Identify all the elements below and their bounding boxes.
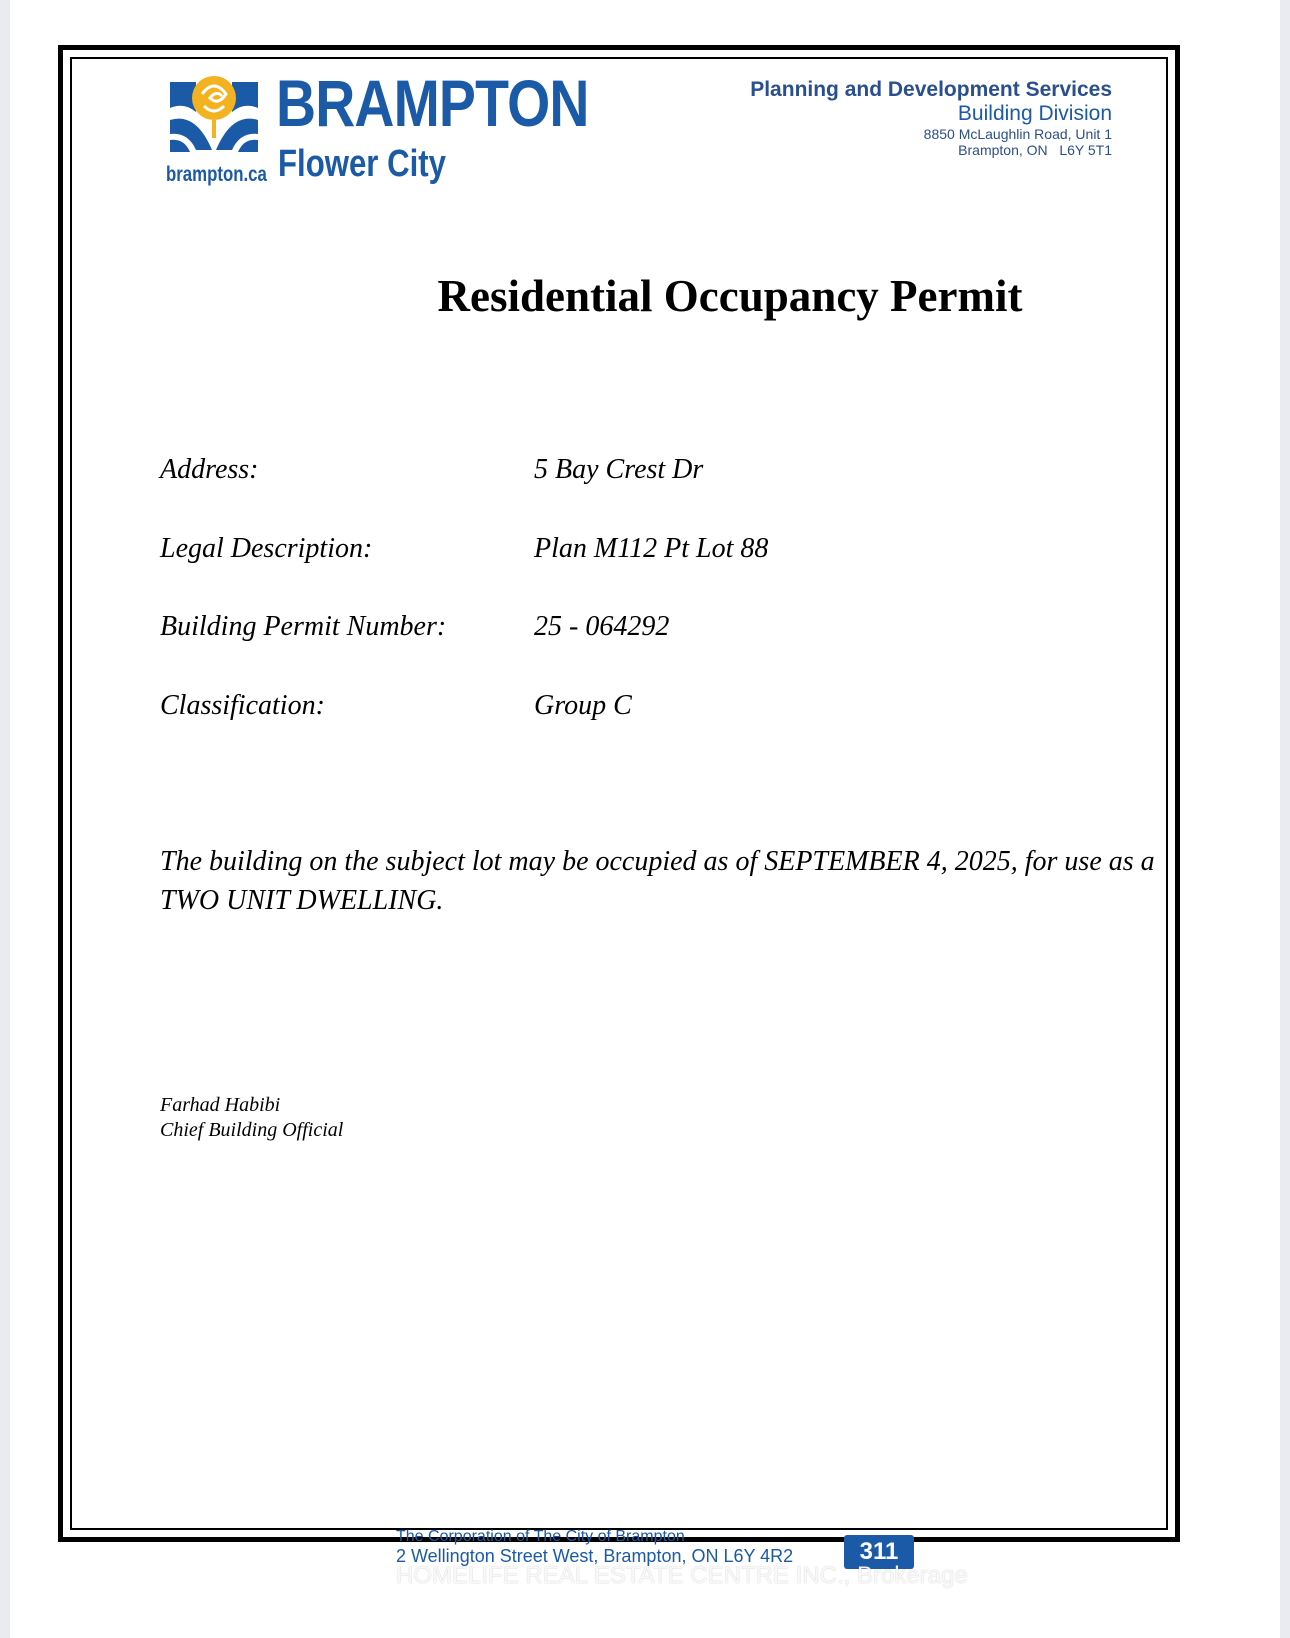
brampton-logo <box>166 66 589 202</box>
department-header <box>750 78 1112 158</box>
department-address-street: 8850 McLaughlin Road, Unit 1 <box>923 126 1112 143</box>
permit-number-value: 25 - 064292 <box>534 611 670 642</box>
division-name: Building Division <box>957 102 1112 126</box>
occupancy-statement: The building on the subject lot may be occupied as of SEPTEMBER 4, 2025, for use as a TWO UNIT DWELLING. <box>160 846 1155 916</box>
address-label: Address: <box>160 454 259 485</box>
legal-description-value: Plan M112 Pt Lot 88 <box>534 533 769 564</box>
signatory-title: Chief Building Official <box>160 1119 344 1141</box>
classification-label: Classification: <box>160 690 325 721</box>
address-value: 5 Bay Crest Dr <box>534 454 704 485</box>
permit-number-label: Building Permit Number: <box>160 611 447 642</box>
signatory-name: Farhad Habibi <box>160 1094 281 1116</box>
department-address-city: Brampton, ON L6Y 5T1 <box>958 142 1112 159</box>
brokerage-watermark: HOMELIFE REAL ESTATE CENTRE INC., Brokerage <box>396 1562 968 1589</box>
classification-value: Group C <box>534 690 632 721</box>
logo-url: brampton.ca <box>166 163 267 186</box>
brampton-flower-logo-icon <box>166 72 262 158</box>
footer-address: 2 Wellington Street West, Brampton, ON L6Y 4R2 <box>396 1546 794 1567</box>
legal-description-label: Legal Description: <box>160 533 373 564</box>
footer-corporation: The Corporation of The City of Brampton <box>396 1528 685 1545</box>
document-page <box>10 0 1280 1638</box>
signature-block <box>160 1093 343 1143</box>
document-title: Residential Occupancy Permit <box>437 271 1023 321</box>
logo-wordmark: BRAMPTON <box>276 66 589 140</box>
badge-311: 311 <box>844 1535 914 1569</box>
department-name: Planning and Development Services <box>750 78 1112 101</box>
logo-subtitle: Flower City <box>278 143 446 185</box>
